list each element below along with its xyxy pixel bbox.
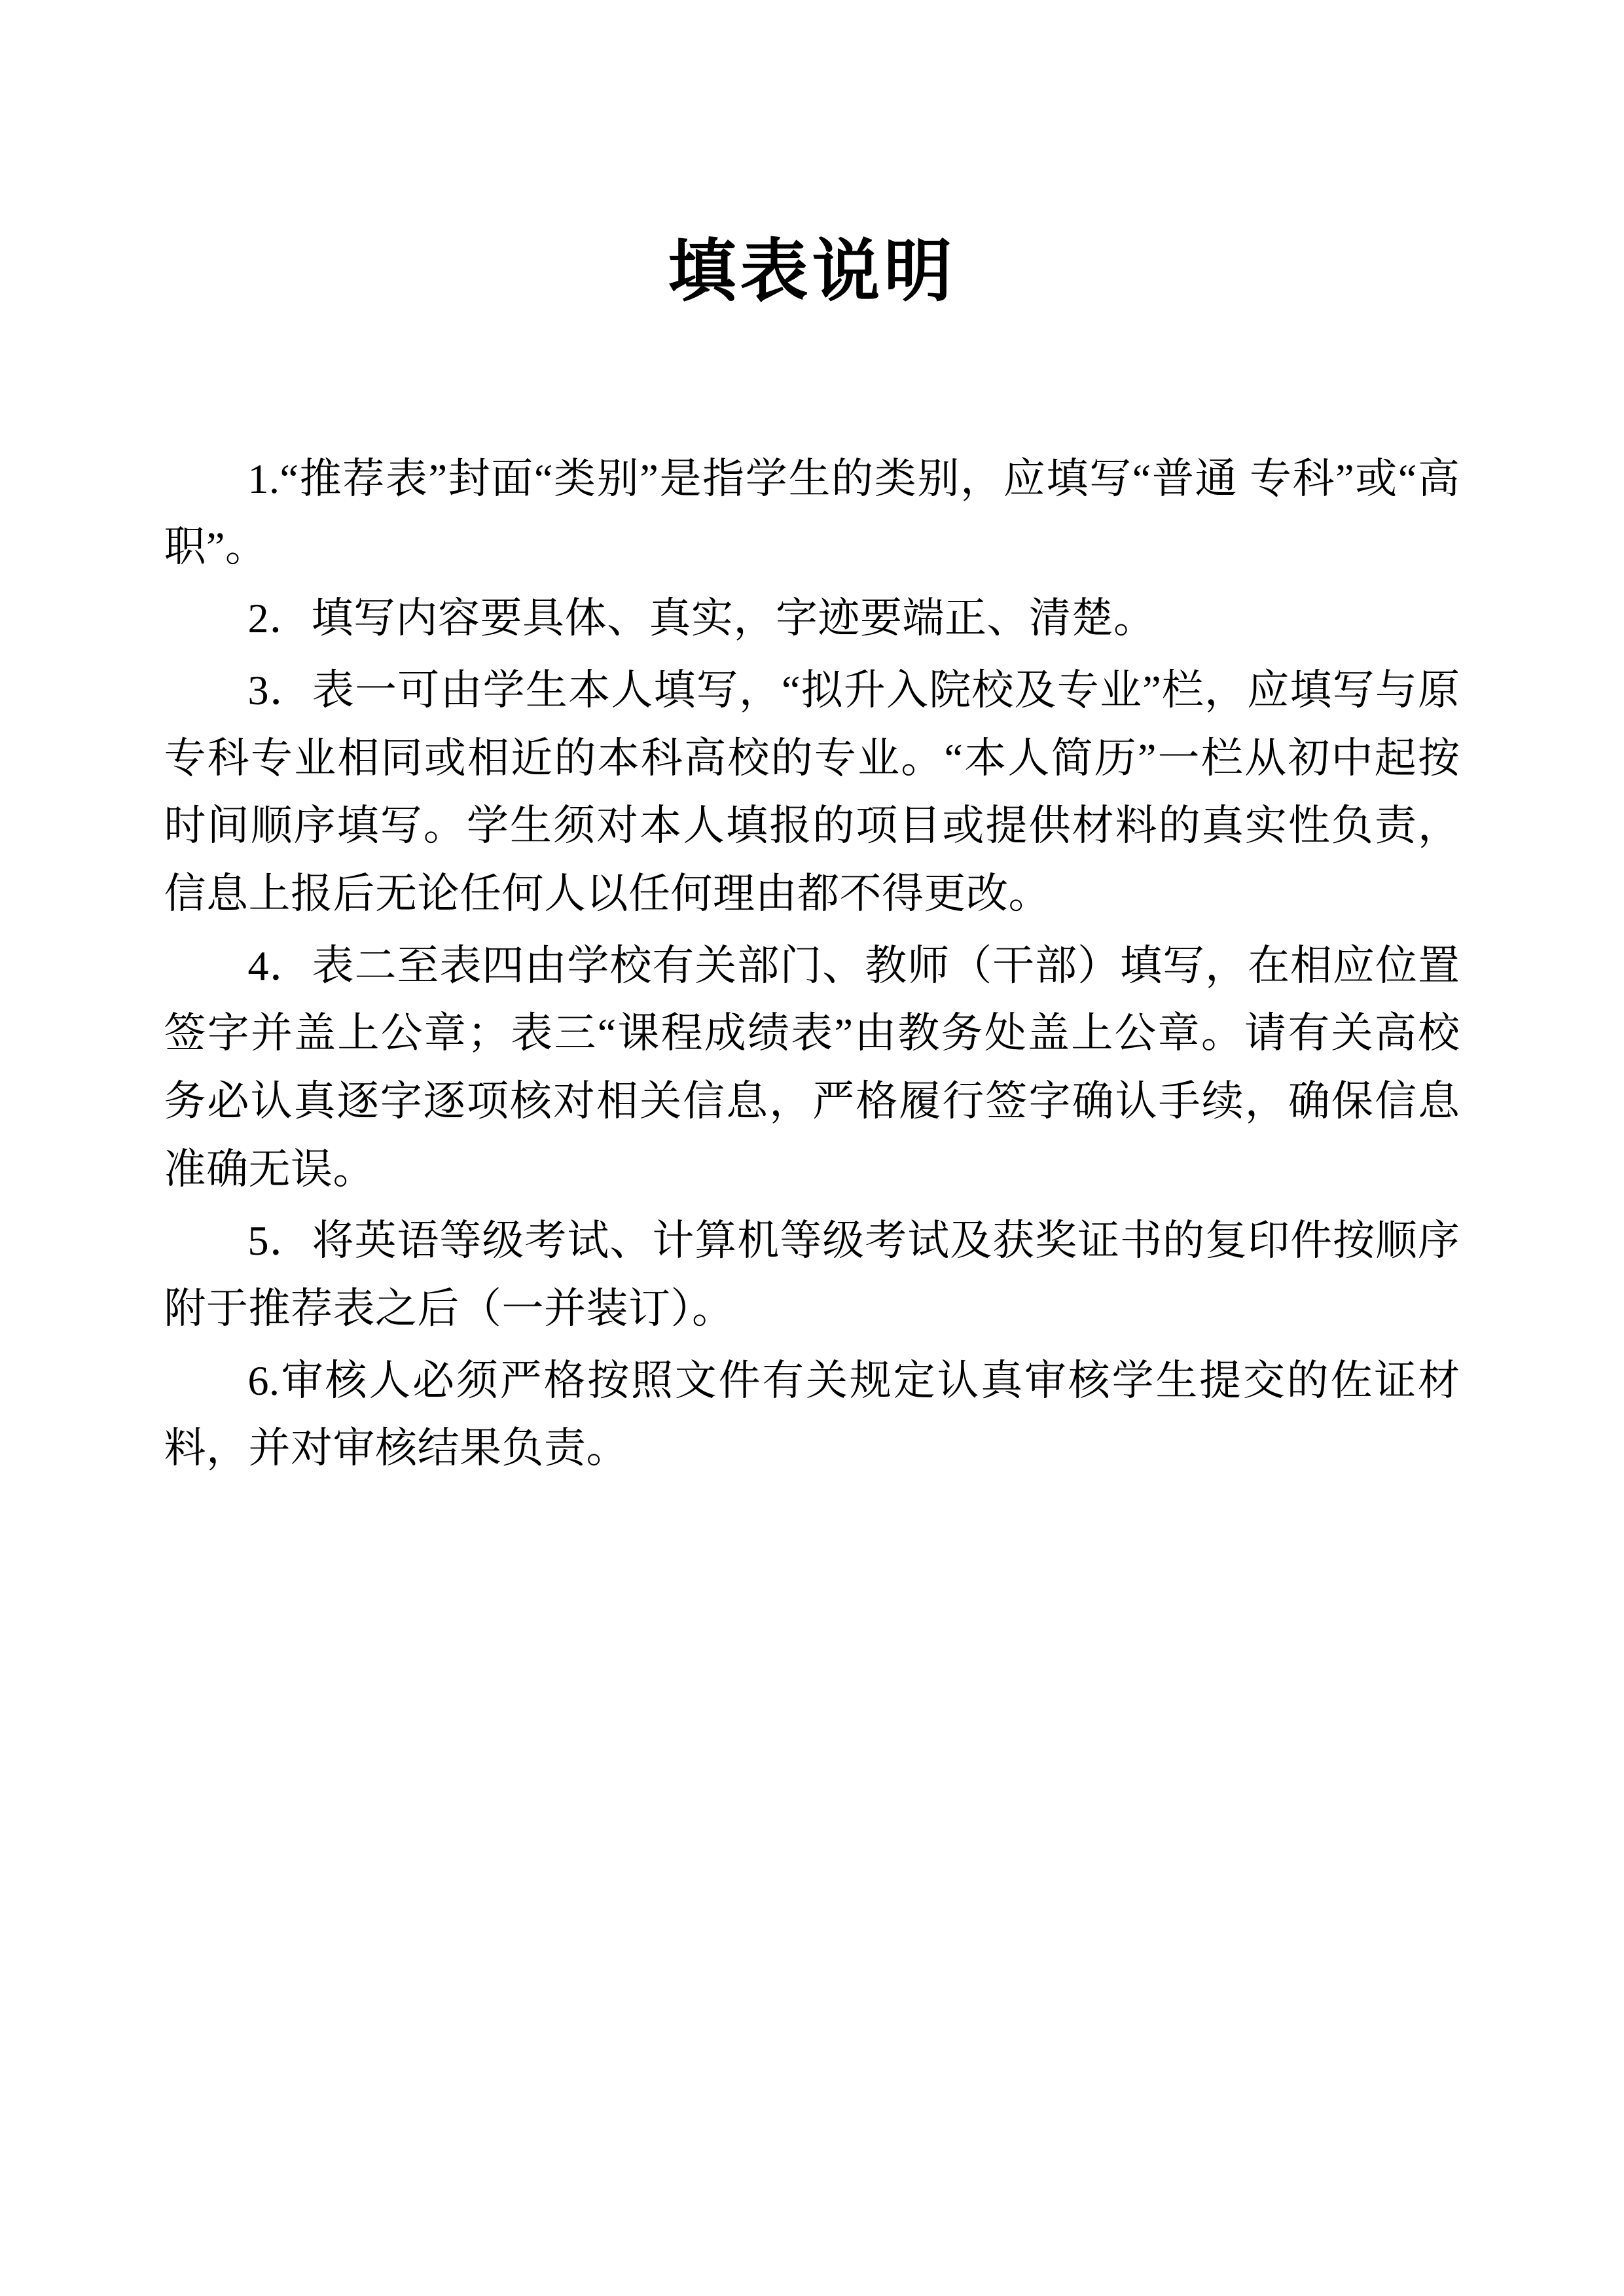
instruction-paragraph: 2．填写内容要具体、真实，字迹要端正、清楚。 bbox=[247, 595, 1156, 642]
instruction-paragraph: 6.审核人必须严格按照文件有关规定认真审核学生提交的佐证材料，并对审核结果负责。 bbox=[164, 1357, 1460, 1472]
instructions-body bbox=[164, 314, 1460, 1482]
page-title: 填表说明 bbox=[668, 234, 956, 310]
instruction-paragraph: 5．将英语等级考试、计算机等级考试及获奖证书的复印件按顺序附于推荐表之后（一并装订）。 bbox=[164, 1217, 1460, 1333]
instruction-paragraph: 4．表二至表四由学校有关部门、教师（干部）填写，在相应位置签字并盖上公章；表三“课程成绩表”由教务处盖上公章。请有关高校务必认真逐字逐项核对相关信息，严格履行签字确认手续，确保信息准确无误。 bbox=[164, 942, 1460, 1193]
instruction-paragraph: 3．表一可由学生本人填写，“拟升入院校及专业”栏，应填写与原专科专业相同或相近的本科高校的专业。“本人简历”一栏从初中起按时间顺序填写。学生须对本人填报的项目或提供材料的真实性负责，信息上报后无论任何人以任何理由都不得更改。 bbox=[164, 667, 1460, 918]
instruction-paragraph: 1.“推荐表”封面“类别”是指学生的类别，应填写“普通 专科”或“高职”。 bbox=[164, 456, 1460, 570]
